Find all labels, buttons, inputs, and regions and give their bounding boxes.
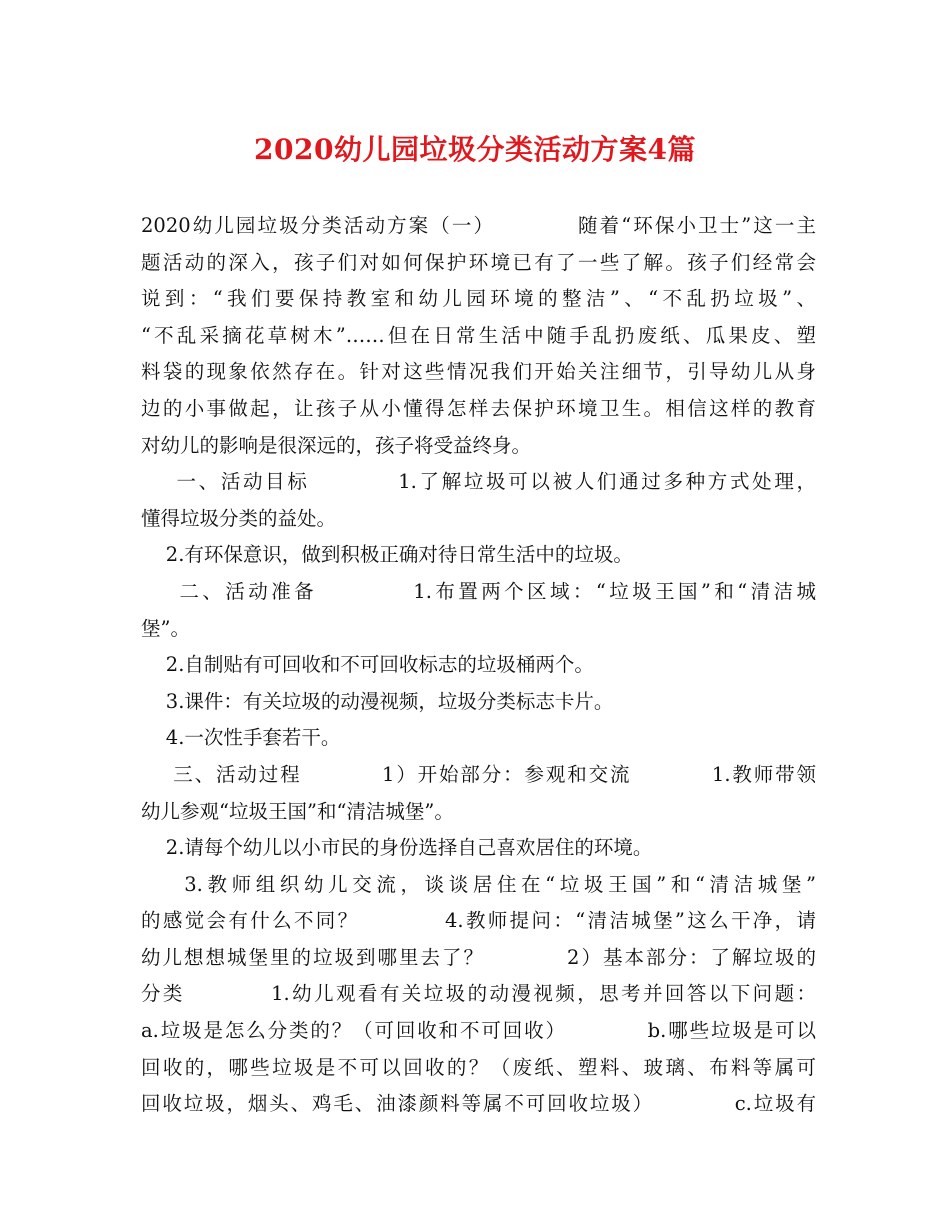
body-line: 2.自制贴有可回收和不可回收标志的垃圾桶两个。 <box>141 653 594 677</box>
body-line: 回收的，哪些垃圾是不可以回收的？（废纸、塑料、玻璃、布料等属可 <box>141 1055 816 1079</box>
body-line: 二、活动准备 1.布置两个区域：“垃圾王国”和“清洁城 <box>141 579 816 603</box>
body-line: 三、活动过程 1）开始部分：参观和交流 1.教师带领 <box>141 762 816 786</box>
body-line: 对幼儿的影响是很深远的，孩子将受益终身。 <box>141 433 532 457</box>
body-line: 堡”。 <box>141 616 190 640</box>
body-line: 说到：“我们要保持教室和幼儿园环境的整洁”、“不乱扔垃圾”、 <box>141 287 816 311</box>
document-title: 2020幼儿园垃圾分类活动方案4篇 <box>254 133 696 166</box>
body-line: 回收垃圾，烟头、鸡毛、油漆颜料等属不可回收垃圾） c.垃圾有 <box>141 1092 816 1116</box>
body-line: 幼儿想想城堡里的垃圾到哪里去了？ 2）基本部分：了解垃圾的 <box>141 945 816 969</box>
document-body <box>141 208 816 1123</box>
body-line: “不乱采摘花草树木”……但在日常生活中随手乱扔废纸、瓜果皮、塑 <box>141 323 816 347</box>
body-line: 的感觉会有什么不同？ 4.教师提问：“清洁城堡”这么干净，请 <box>141 909 816 933</box>
body-line: 一、活动目标 1.了解垃圾可以被人们通过多种方式处理， <box>141 470 816 494</box>
body-line: 2.有环保意识，做到积极正确对待日常生活中的垃圾。 <box>141 543 633 567</box>
body-line: 2020幼儿园垃圾分类活动方案（一） 随着“环保小卫士”这一主 <box>141 214 816 237</box>
body-line: 料袋的现象依然存在。针对这些情况我们开始关注细节，引导幼儿从身 <box>141 360 816 384</box>
body-line: 2.请每个幼儿以小市民的身份选择自己喜欢居住的环境。 <box>141 836 653 860</box>
body-line: 幼儿参观“垃圾王国”和“清洁城堡”。 <box>141 799 454 823</box>
body-line: 懂得垃圾分类的益处。 <box>141 506 337 530</box>
body-line: a.垃圾是怎么分类的？（可回收和不可回收） b.哪些垃圾是可以 <box>141 1019 816 1043</box>
body-line: 3.教师组织幼儿交流，谈谈居住在“垃圾王国”和“清洁城堡” <box>141 872 816 896</box>
body-line: 4.一次性手套若干。 <box>141 726 341 750</box>
body-line: 边的小事做起，让孩子从小懂得怎样去保护环境卫生。相信这样的教育 <box>141 396 816 420</box>
body-line: 题活动的深入，孩子们对如何保护环境已有了一些了解。孩子们经常会 <box>141 250 816 274</box>
body-line: 3.课件：有关垃圾的动漫视频，垃圾分类标志卡片。 <box>141 689 614 713</box>
body-line: 分类 1.幼儿观看有关垃圾的动漫视频，思考并回答以下问题： <box>141 982 816 1006</box>
